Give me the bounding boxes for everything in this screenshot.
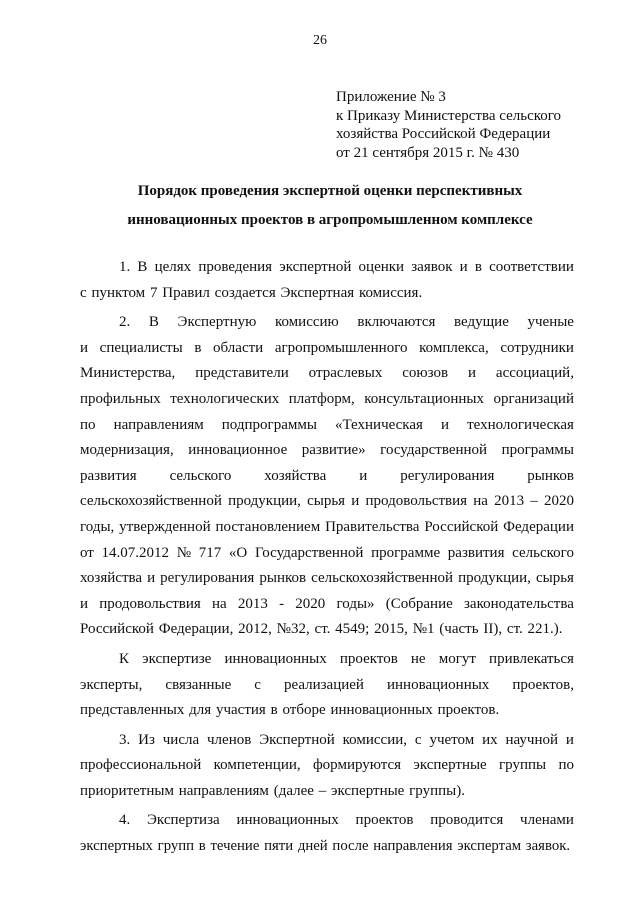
paragraph-line: 2. В Экспертную комиссию включаются ведущие ученые bbox=[119, 314, 574, 331]
paragraph-line: от 14.07.2012 № 717 «О Государственной программе развития сельского bbox=[80, 544, 574, 561]
paragraph-line: 1. В целях проведения экспертной оценки заявок и в соответствии bbox=[119, 259, 574, 275]
paragraph bbox=[80, 647, 574, 724]
paragraph-line: сельскохозяйственной продукции, сырья и продовольствия на 2013 – 2020 bbox=[80, 493, 574, 510]
paragraph-line: приоритетным направлениям (далее – экспертные группы). bbox=[80, 782, 465, 799]
paragraph bbox=[80, 728, 574, 805]
paragraph-line: экспертных групп в течение пяти дней после направления экспертам заявок. bbox=[80, 838, 571, 855]
paragraph bbox=[80, 255, 574, 306]
paragraph-line: 4. Экспертиза инновационных проектов проводится членами bbox=[119, 812, 574, 829]
appendix-line: к Приказу Министерства сельского bbox=[336, 107, 562, 124]
paragraph-line: развития сельского хозяйства и регулирования рынков bbox=[80, 467, 574, 484]
paragraph-line: Российской Федерации, 2012, №32, ст. 4549; 2015, №1 (часть II), ст. 221.). bbox=[80, 621, 563, 638]
paragraph-line: 3. Из числа членов Экспертной комиссии, с учетом их научной и bbox=[119, 731, 574, 748]
page-number: 26 bbox=[313, 33, 327, 48]
paragraph-line: эксперты, связанные с реализацией инновационных проектов, bbox=[80, 676, 574, 693]
paragraph-line: с пунктом 7 Правил создается Экспертная комиссия. bbox=[80, 284, 423, 301]
paragraph-line: по направлениям подпрограммы «Техническая и технологическая bbox=[80, 416, 574, 433]
appendix-line: хозяйства Российской Федерации bbox=[336, 126, 551, 142]
paragraph bbox=[80, 310, 574, 643]
paragraph bbox=[80, 808, 574, 859]
paragraph-line: модернизация, инновационное развитие» государственной программы bbox=[80, 442, 574, 459]
paragraph-line: и продовольствия на 2013 - 2020 годы» (Собрание законодательства bbox=[80, 595, 574, 612]
paragraph-line: и специалисты в области агропромышленного комплекса, сотрудники bbox=[80, 339, 574, 356]
paragraph-line: Министерства, представители отраслевых союзов и ассоциаций, bbox=[80, 365, 574, 382]
paragraph-line: К экспертизе инновационных проектов не могут привлекаться bbox=[119, 650, 574, 667]
appendix-line: Приложение № 3 bbox=[336, 89, 446, 105]
title-line: Порядок проведения экспертной оценки перспективных bbox=[137, 183, 523, 199]
appendix-line: от 21 сентября 2015 г. № 430 bbox=[336, 144, 520, 161]
paragraph-line: профессиональной компетенции, формируются экспертные группы по bbox=[80, 757, 574, 774]
paragraph-line: годы, утвержденной постановлением Правительства Российской Федерации bbox=[80, 518, 574, 535]
paragraph-line: профильных технологических платформ, консультационных организаций bbox=[80, 390, 574, 407]
paragraph-line: хозяйства и регулирования рынков сельскохозяйственной продукции, сырья bbox=[80, 570, 574, 587]
paragraph-line: представленных для участия в отборе инновационных проектов. bbox=[80, 702, 500, 719]
document-body bbox=[80, 255, 574, 864]
title-line: инновационных проектов в агропромышленном комплексе bbox=[127, 212, 533, 228]
document-title bbox=[60, 177, 600, 235]
appendix-block bbox=[336, 88, 626, 162]
